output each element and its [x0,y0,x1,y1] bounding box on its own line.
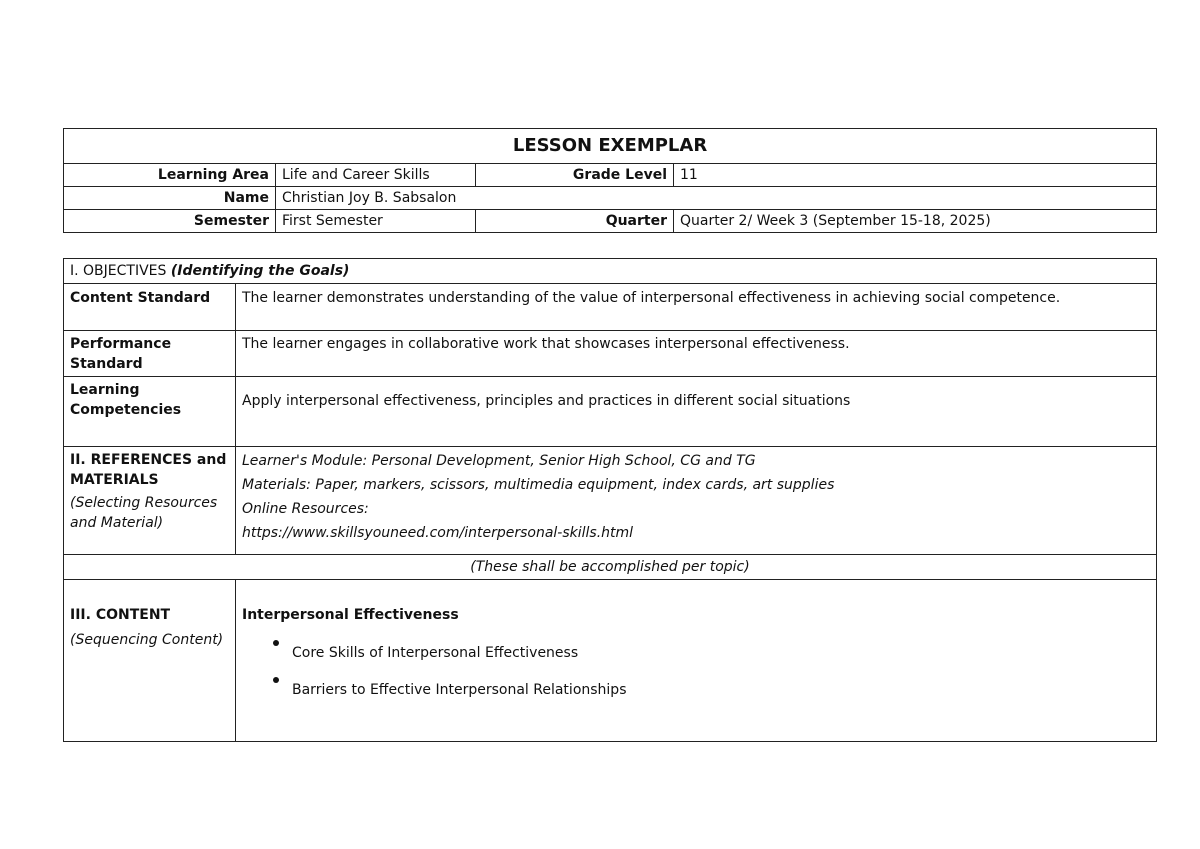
reference-learners-module: Learner's Module: Personal Development, Senior High School, CG and TG [242,453,756,469]
references-heading: II. REFERENCES and MATERIALS [70,452,227,488]
bullet-text: Core Skills of Interpersonal Effectiveness [292,645,579,661]
content-standard-label: Content Standard [64,284,236,331]
bullet-icon [273,677,279,683]
learning-area-value: Life and Career Skills [276,164,476,187]
name-label: Name [64,187,276,210]
list-item [242,680,1150,700]
content-heading: III. CONTENT [70,607,171,623]
references-subheading: (Selecting Resources and Material) [70,495,218,531]
list-item [242,643,1150,663]
content-topic: Interpersonal Effectiveness [242,607,459,623]
per-topic-note: (These shall be accomplished per topic) [64,555,1157,580]
performance-standard-text: The learner engages in collaborative work that showcases interpersonal effectiveness. [236,331,1157,377]
quarter-label: Quarter [476,210,674,233]
learning-area-label: Learning Area [64,164,276,187]
learning-competencies-label: Learning Competencies [64,377,236,447]
lesson-main-table [63,258,1157,742]
objectives-heading-italic: (Identifying the Goals) [170,263,350,279]
grade-level-label: Grade Level [476,164,674,187]
learning-competencies-text: Apply interpersonal effectiveness, principles and practices in different social situations [236,377,1157,447]
grade-level-value: 11 [674,164,1157,187]
objectives-heading-text: I. OBJECTIVES [70,263,171,279]
semester-value: First Semester [276,210,476,233]
content-standard-text: The learner demonstrates understanding of the value of interpersonal effectiveness in achieving social competence. [236,284,1157,331]
objectives-heading [64,259,1157,284]
references-list [236,447,1157,555]
name-value: Christian Joy B. Sabsalon [276,187,1157,210]
references-heading-cell [64,447,236,555]
semester-label: Semester [64,210,276,233]
lesson-header-table [63,128,1157,233]
performance-standard-label: Performance Standard [64,331,236,377]
lesson-title: LESSON EXEMPLAR [64,129,1157,164]
bullet-icon [273,640,279,646]
content-subheading: (Sequencing Content) [70,632,224,648]
reference-online-label: Online Resources: [242,501,369,517]
quarter-value: Quarter 2/ Week 3 (September 15-18, 2025) [674,210,1157,233]
reference-materials: Materials: Paper, markers, scissors, multimedia equipment, index cards, art supplies [242,477,835,493]
content-topic-cell [236,580,1157,742]
reference-url: https://www.skillsyouneed.com/interpersonal-skills.html [242,525,634,541]
bullet-text: Barriers to Effective Interpersonal Relationships [292,682,627,698]
content-heading-cell [64,580,236,742]
